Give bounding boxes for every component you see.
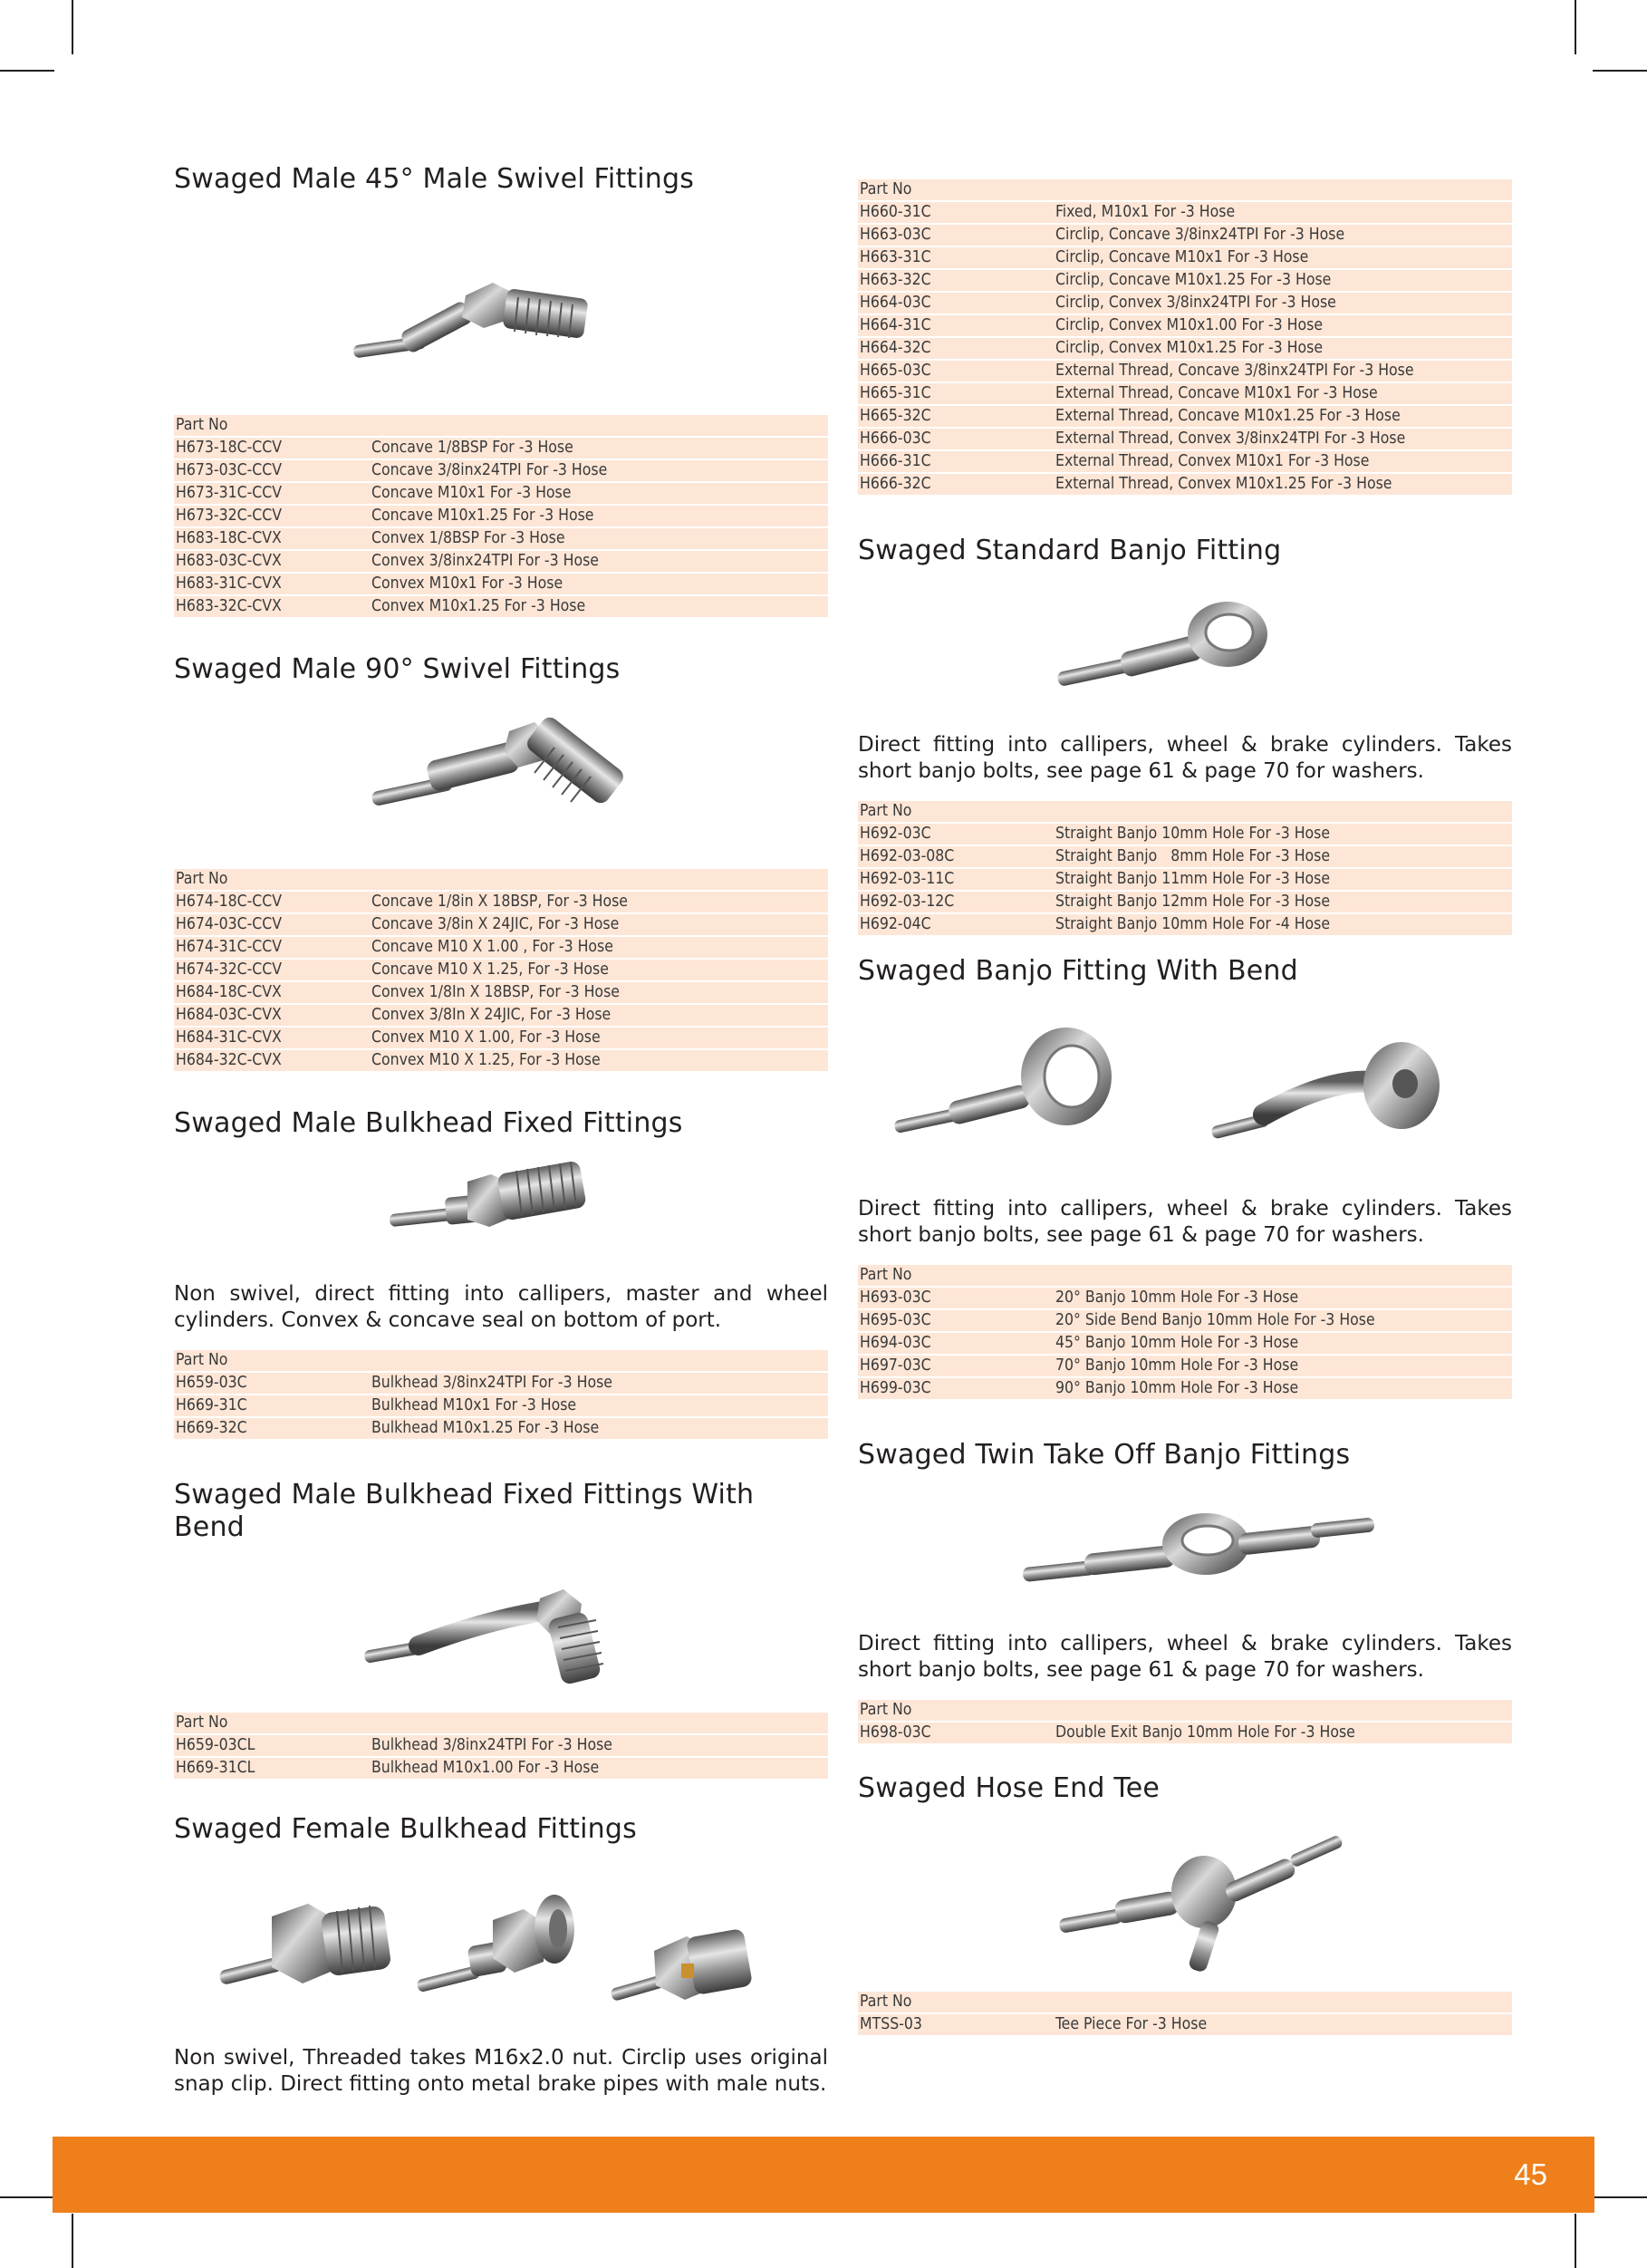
table-row: H673-31C-CCV Concave M10x1 For -3 Hose (174, 483, 828, 504)
table-row: H669-31C Bulkhead M10x1 For -3 Hose (174, 1395, 828, 1416)
table-row: H666-31C External Thread, Convex M10x1 For -3 Hose (858, 451, 1512, 472)
twin-banjo-fitting-photo (858, 1472, 1512, 1626)
table-row: H659-03C Bulkhead 3/8inx24TPI For -3 Hose (174, 1373, 828, 1394)
table-row: H674-31C-CCV Concave M10 X 1.00 , For -3 Hose (174, 937, 828, 958)
female-bulkhead-fittings-photo (174, 1846, 828, 2040)
table-row: H664-31C Circlip, Convex M10x1.00 For -3 Hose (858, 315, 1512, 336)
table-row: H674-03C-CCV Concave 3/8in X 24JIC, For -3 Hose (174, 914, 828, 935)
section-standard-banjo (858, 535, 1512, 937)
table-header: Part No (174, 1350, 828, 1371)
table-header: Part No (174, 415, 828, 436)
crop-mark (1575, 2214, 1576, 2268)
table-row: H659-03CL Bulkhead 3/8inx24TPI For -3 Hose (174, 1735, 828, 1756)
right-column (858, 178, 1512, 2037)
hose-end-tee-photo (858, 1805, 1512, 1986)
section-title: Swaged Male 90° Swivel Fittings (174, 653, 621, 685)
section-swivel-continued (858, 178, 1512, 497)
parts-table (174, 1711, 828, 1781)
section-title: Swaged Male Bulkhead Fixed Fittings (174, 1107, 683, 1139)
table-row: H684-18C-CVX Convex 1/8In X 18BSP, For -3 Hose (174, 982, 828, 1003)
table-row: H684-32C-CVX Convex M10 X 1.25, For -3 Hose (174, 1050, 828, 1071)
table-row: H664-03C Circlip, Convex 3/8inx24TPI For -3 Hose (858, 293, 1512, 314)
parts-table (858, 178, 1512, 497)
table-row: H699-03C 90° Banjo 10mm Hole For -3 Hose (858, 1378, 1512, 1399)
bulkhead-bend-fitting-photo (174, 1544, 828, 1711)
standard-banjo-fitting-photo (858, 567, 1512, 727)
table-row: H660-31C Fixed, M10x1 For -3 Hose (858, 202, 1512, 223)
crop-mark (1593, 2196, 1647, 2198)
section-title: Swaged Standard Banjo Fitting (858, 535, 1282, 566)
table-row: H666-32C External Thread, Convex M10x1.25 For -3 Hose (858, 474, 1512, 495)
table-row: H683-31C-CVX Convex M10x1 For -3 Hose (174, 574, 828, 594)
table-row: H694-03C 45° Banjo 10mm Hole For -3 Hose (858, 1333, 1512, 1354)
section-title: Swaged Male 45° Male Swivel Fittings (174, 163, 695, 195)
table-row: H692-03-11C Straight Banjo 11mm Hole For -3 Hose (858, 869, 1512, 890)
table-row: H693-03C 20° Banjo 10mm Hole For -3 Hose (858, 1288, 1512, 1308)
crop-mark (1575, 0, 1576, 54)
parts-table (174, 1348, 828, 1441)
section-swivel-90 (174, 653, 828, 1073)
section-twin-banjo (858, 1439, 1512, 1745)
section-title: Swaged Female Bulkhead Fittings (174, 1813, 637, 1845)
table-row: H673-32C-CCV Concave M10x1.25 For -3 Hose (174, 506, 828, 526)
bulkhead-fixed-fitting-photo (174, 1140, 828, 1276)
table-row: H665-31C External Thread, Concave M10x1 For -3 Hose (858, 383, 1512, 404)
crop-mark (0, 70, 54, 72)
table-row: H665-32C External Thread, Concave M10x1.25 For -3 Hose (858, 406, 1512, 427)
table-header: Part No (858, 179, 1512, 200)
table-header: Part No (858, 1265, 1512, 1286)
table-row: H673-18C-CCV Concave 1/8BSP For -3 Hose (174, 438, 828, 458)
table-row: H683-32C-CVX Convex M10x1.25 For -3 Hose (174, 596, 828, 617)
table-row: H698-03C Double Exit Banjo 10mm Hole For -3 Hose (858, 1723, 1512, 1743)
table-row: H692-03-08C Straight Banjo 8mm Hole For -3 Hose (858, 846, 1512, 867)
crop-mark (0, 2196, 54, 2198)
section-bulkhead-bend (174, 1479, 828, 1781)
parts-table (858, 1990, 1512, 2037)
table-row: H663-32C Circlip, Concave M10x1.25 For -3 Hose (858, 270, 1512, 291)
section-description: Non swivel, Threaded takes M16x2.0 nut. Circlip uses original snap clip. Direct fitting onto metal brake pipes with male nuts. (174, 2046, 828, 2096)
crop-mark (72, 0, 73, 54)
parts-table (858, 1698, 1512, 1745)
section-banjo-bend (858, 955, 1512, 1401)
table-row: H673-03C-CCV Concave 3/8inx24TPI For -3 Hose (174, 460, 828, 481)
footer-bar (53, 2137, 1594, 2213)
table-row: H674-18C-CCV Concave 1/8in X 18BSP, For -3 Hose (174, 892, 828, 912)
parts-table (174, 867, 828, 1073)
table-row: H683-18C-CVX Convex 1/8BSP For -3 Hose (174, 528, 828, 549)
table-row: H692-04C Straight Banjo 10mm Hole For -4 Hose (858, 914, 1512, 935)
table-row: H697-03C 70° Banjo 10mm Hole For -3 Hose (858, 1356, 1512, 1376)
table-row: H669-32C Bulkhead M10x1.25 For -3 Hose (174, 1418, 828, 1439)
table-row: H684-03C-CVX Convex 3/8In X 24JIC, For -3 Hose (174, 1005, 828, 1026)
table-header: Part No (858, 1992, 1512, 2012)
page-number: 45 (1514, 2157, 1547, 2191)
table-header: Part No (858, 801, 1512, 822)
swivel-90-fitting-photo (174, 686, 828, 867)
left-column (174, 163, 828, 2098)
table-row: H692-03-12C Straight Banjo 12mm Hole For -3 Hose (858, 892, 1512, 912)
section-female-bulkhead (174, 1813, 828, 2098)
section-description: Direct fitting into callipers, wheel & brake cylinders. Takes short banjo bolts, see page 61 & page 70 for washers. (858, 1632, 1512, 1682)
table-row: H684-31C-CVX Convex M10 X 1.00, For -3 Hose (174, 1028, 828, 1048)
section-title: Swaged Male Bulkhead Fixed Fittings With Bend (174, 1479, 755, 1543)
table-row: MTSS-03 Tee Piece For -3 Hose (858, 2014, 1512, 2035)
table-row: H695-03C 20° Side Bend Banjo 10mm Hole For -3 Hose (858, 1310, 1512, 1331)
section-title: Swaged Banjo Fitting With Bend (858, 955, 1298, 987)
table-row: H683-03C-CVX Convex 3/8inx24TPI For -3 Hose (174, 551, 828, 572)
section-description: Direct fitting into callipers, wheel & brake cylinders. Takes short banjo bolts, see page 61 & page 70 for washers. (858, 733, 1512, 783)
swivel-45-fitting-photo (174, 196, 828, 413)
table-row: H664-32C Circlip, Convex M10x1.25 For -3 Hose (858, 338, 1512, 359)
table-row: H666-03C External Thread, Convex 3/8inx24TPI For -3 Hose (858, 429, 1512, 449)
banjo-bend-fittings-photo (858, 988, 1512, 1191)
section-title: Swaged Twin Take Off Banjo Fittings (858, 1439, 1351, 1471)
parts-table (858, 799, 1512, 937)
section-hose-end-tee (858, 1772, 1512, 2037)
table-row: H669-31CL Bulkhead M10x1.00 For -3 Hose (174, 1758, 828, 1779)
table-row: H663-31C Circlip, Concave M10x1 For -3 Hose (858, 247, 1512, 268)
crop-mark (72, 2214, 73, 2268)
section-swivel-45 (174, 163, 828, 619)
section-bulkhead-fixed (174, 1107, 828, 1441)
table-row: H663-03C Circlip, Concave 3/8inx24TPI For -3 Hose (858, 225, 1512, 246)
table-row: H674-32C-CCV Concave M10 X 1.25, For -3 Hose (174, 960, 828, 980)
table-row: H692-03C Straight Banjo 10mm Hole For -3 Hose (858, 824, 1512, 844)
parts-table (858, 1263, 1512, 1401)
table-row: H665-03C External Thread, Concave 3/8inx24TPI For -3 Hose (858, 361, 1512, 381)
table-header: Part No (858, 1700, 1512, 1721)
section-title: Swaged Hose End Tee (858, 1772, 1161, 1804)
crop-mark (1593, 70, 1647, 72)
parts-table (174, 413, 828, 619)
section-description: Direct fitting into callipers, wheel & brake cylinders. Takes short banjo bolts, see page 61 & page 70 for washers. (858, 1197, 1512, 1247)
section-description: Non swivel, direct fitting into callipers, master and wheel cylinders. Convex & concave seal on bottom of port. (174, 1282, 828, 1332)
table-header: Part No (174, 1713, 828, 1733)
table-header: Part No (174, 869, 828, 890)
